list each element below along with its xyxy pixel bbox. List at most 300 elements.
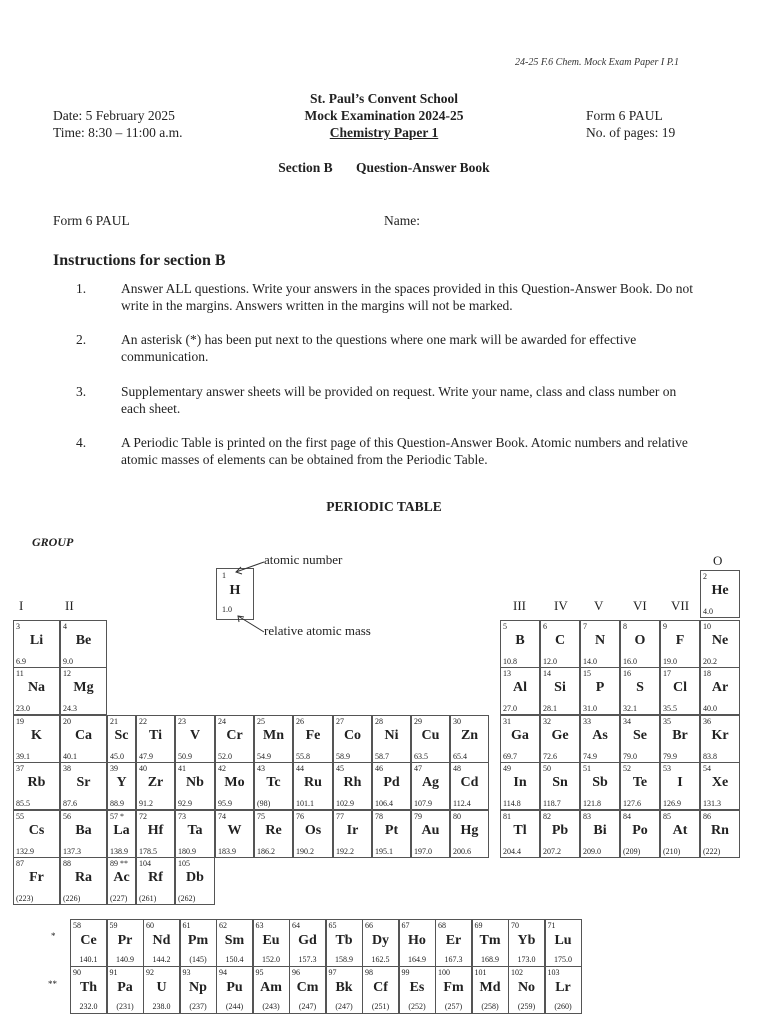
element-symbol: Fr [29,870,44,885]
element-symbol: Ac [113,870,130,885]
relative-atomic-mass: (247) [298,1002,317,1011]
relative-atomic-mass: 101.1 [296,799,314,808]
element-symbol: La [113,823,130,838]
atomic-number: 84 [623,812,631,821]
relative-atomic-mass: 74.9 [583,752,597,761]
atomic-number: 6 [543,622,547,631]
atomic-number: 63 [255,921,264,930]
actinide-cell [253,966,290,1014]
relative-atomic-mass: 6.9 [16,657,26,666]
actinide-cell [362,966,399,1014]
atomic-number: 11 [16,669,24,678]
atomic-number-label: atomic number [264,552,343,567]
element-cell [660,620,700,668]
atomic-number: 3 [16,622,20,631]
relative-atomic-mass: 92.9 [178,799,192,808]
group-numeral-v: V [594,598,604,613]
element-cell [333,810,372,858]
element-cell [60,857,107,905]
lanthanide-cell [326,919,363,967]
relative-atomic-mass: 183.9 [218,847,236,856]
lanthanide-cell [216,919,253,967]
relative-atomic-mass: 27.0 [503,704,517,713]
element-cell [13,762,60,810]
relative-atomic-mass: 168.9 [481,955,499,964]
relative-atomic-mass: 69.7 [503,752,517,761]
element-symbol: Zn [460,728,479,743]
atomic-number: 103 [547,968,560,977]
atomic-number: 97 [328,968,337,977]
atomic-number: 64 [292,921,300,930]
element-symbol: Zr [147,775,164,790]
element-cell [13,715,60,763]
atomic-number: 56 [63,812,71,821]
atomic-number: 14 [543,669,551,678]
element-cell [107,715,136,763]
relative-atomic-mass: 58.9 [336,752,350,761]
relative-atomic-mass: 200.6 [453,847,471,856]
element-cell [500,810,540,858]
atomic-number: 28 [375,717,383,726]
relative-atomic-mass: (258) [481,1002,499,1011]
element-symbol: Na [27,680,46,695]
relative-atomic-mass: 85.5 [16,799,30,808]
element-symbol: Cf [373,980,388,995]
atomic-number: 46 [375,764,383,773]
atomic-number: 43 [257,764,265,773]
relative-atomic-mass: 40.1 [63,752,77,761]
element-symbol: Cl [673,680,687,695]
atomic-number: 44 [296,764,304,773]
element-cell [620,715,660,763]
element-symbol: V [189,728,201,743]
relative-atomic-mass: 167.3 [444,955,463,964]
element-cell [60,667,107,715]
relative-atomic-mass: 144.2 [152,955,171,964]
actinide-cell [545,966,582,1014]
relative-atomic-mass: 39.1 [16,752,30,761]
element-cell [580,762,620,810]
relative-atomic-mass: (223) [16,894,34,903]
form-class: Form 6 PAUL [586,108,663,123]
relative-atomic-mass: 79.0 [623,752,637,761]
element-cell [450,810,489,858]
atomic-number: 79 [414,812,422,821]
paper-title-text: Chemistry Paper 1 [329,125,439,140]
atomic-number: 57 * [110,812,124,821]
lanthanide-cell [180,919,217,967]
element-cell [620,810,660,858]
atomic-number: 88 [63,859,71,868]
element-symbol: Rh [343,775,362,790]
relative-atomic-mass: (259) [517,1002,536,1011]
atomic-number: 104 [139,859,151,868]
element-symbol: Cm [296,980,319,995]
element-symbol: Ar [711,680,729,695]
atomic-number: 42 [218,764,226,773]
element-symbol: Yb [517,933,536,948]
form-class-2: Form 6 PAUL [53,213,130,228]
atomic-number: 26 [296,717,304,726]
relative-atomic-mass: 186.2 [257,847,275,856]
element-cell [60,620,107,668]
atomic-number: 81 [503,812,511,821]
relative-atomic-mass: (262) [178,894,196,903]
element-symbol: N [594,633,606,648]
atomic-number: 51 [583,764,591,773]
relative-atomic-mass: 20.2 [703,657,717,666]
relative-atomic-mass: 88.9 [110,799,124,808]
exam-title: Mock Examination 2024-25 [304,108,464,123]
group-numeral-iii: III [513,598,526,613]
element-symbol: Ti [149,728,162,743]
atomic-number: 20 [63,717,71,726]
relative-atomic-mass: 52.0 [218,752,232,761]
relative-atomic-mass: 87.6 [63,799,77,808]
atomic-number: 102 [511,968,523,977]
instruction-number: 1. [76,281,87,296]
relative-atomic-mass: 12.0 [543,657,557,666]
atomic-number: 100 [438,968,450,977]
element-cell [107,810,136,858]
element-symbol: Tc [266,775,281,790]
atomic-number: 66 [365,921,373,930]
element-symbol: Pu [226,980,243,995]
relative-atomic-mass: 24.3 [63,704,77,713]
relative-atomic-mass: (243) [262,1002,280,1011]
atomic-number: 75 [257,812,265,821]
element-cell [620,620,660,668]
paper-reference: 24-25 F.6 Chem. Mock Exam Paper I P.1 [515,57,680,68]
element-symbol: B [515,633,525,648]
relative-atomic-mass: 207.2 [543,847,561,856]
element-cell [60,762,107,810]
key-relative-mass: 1.0 [222,605,232,614]
element-cell [500,620,540,668]
element-cell [700,810,740,858]
relative-atomic-mass: 132.9 [16,847,34,856]
relative-atomic-mass: 31.0 [583,704,597,713]
element-symbol: Eu [262,933,280,948]
element-symbol: Ga [511,728,529,743]
element-symbol: Ne [711,633,729,648]
relative-atomic-mass: (237) [189,1002,207,1011]
atomic-number: 23 [178,717,186,726]
relative-atomic-mass: 114.8 [503,799,521,808]
instruction-number: 4. [76,435,87,450]
relative-atomic-mass: 158.9 [335,955,353,964]
relative-atomic-mass: 178.5 [139,847,157,856]
lanthanide-cell [107,919,144,967]
instruction-text: Answer ALL questions. Write your answers in the spaces provided in this Question-Answer Book. Do not write in the margins. Answers written in the margins will not be marked. [121,281,693,313]
element-cell [254,810,293,858]
element-symbol: Ge [551,728,569,743]
element-symbol: Mo [224,775,245,790]
element-cell [60,715,107,763]
relative-atomic-mass: 195.1 [375,847,393,856]
atomic-number: 52 [623,764,631,773]
relative-atomic-mass: 58.7 [375,752,389,761]
atomic-number: 4 [63,622,67,631]
relative-atomic-mass: (226) [63,894,81,903]
element-cell [254,715,293,763]
lanthanide-cell [143,919,180,967]
element-symbol: He [711,583,729,598]
element-symbol: Am [260,980,282,995]
element-cell [411,762,450,810]
relative-atomic-mass: 127.6 [623,799,641,808]
group-numeral-i: I [19,598,24,613]
actinide-cell [180,966,217,1014]
atomic-number: 105 [178,859,190,868]
element-cell [411,715,450,763]
element-symbol: Be [75,633,92,648]
atomic-number: 101 [474,968,487,977]
element-symbol: Ho [408,933,426,948]
relative-atomic-mass: (260) [554,1002,572,1011]
relative-atomic-mass: (252) [408,1002,426,1011]
atomic-number: 9 [663,622,667,631]
element-cell [175,715,215,763]
element-symbol: P [595,680,605,695]
element-symbol: W [227,823,242,838]
relative-atomic-mass: 232.0 [79,1002,98,1011]
element-symbol: Re [265,823,282,838]
atomic-number: 35 [663,717,671,726]
element-cell [13,620,60,668]
atomic-number: 77 [336,812,344,821]
atomic-number: 18 [703,669,711,678]
relative-mass-label: relative atomic mass [264,623,371,638]
atomic-number: 19 [16,717,24,726]
element-symbol: Rf [148,870,163,885]
atomic-number: 40 [139,764,147,773]
element-symbol: Li [29,633,44,648]
element-cell [411,810,450,858]
relative-atomic-mass: 152.0 [262,955,280,964]
element-cell [136,715,175,763]
relative-atomic-mass: 72.6 [543,752,557,761]
element-symbol: Ru [304,775,322,790]
lanthanide-cell [362,919,399,967]
relative-atomic-mass: 131.3 [703,799,721,808]
element-symbol: Mg [73,680,94,695]
relative-atomic-mass: 83.8 [703,752,717,761]
atomic-number: 48 [453,764,461,773]
atomic-number: 13 [503,669,511,678]
relative-atomic-mass: 14.0 [583,657,597,666]
element-symbol: Hg [460,823,479,838]
atomic-number: 54 [703,764,711,773]
lanthanide-cell [508,919,545,967]
actinide-marker: ** [48,979,57,989]
element-symbol: I [677,775,683,790]
relative-atomic-mass: (209) [623,847,641,856]
atomic-number: 21 [110,717,118,726]
element-symbol: Bk [335,980,353,995]
relative-atomic-mass: 102.9 [336,799,354,808]
relative-atomic-mass: (257) [444,1002,463,1011]
relative-atomic-mass: 121.8 [583,799,601,808]
atomic-number: 32 [543,717,551,726]
book-label: Question-Answer Book [356,160,490,175]
relative-atomic-mass: (231) [116,1002,134,1011]
atomic-number: 17 [663,669,671,678]
relative-atomic-mass: 47.9 [139,752,153,761]
element-cell [333,762,372,810]
element-symbol: Pd [383,775,400,790]
atomic-number: 94 [219,968,227,977]
atomic-number: 93 [182,968,191,977]
relative-atomic-mass: 23.0 [16,704,30,713]
relative-atomic-mass: 138.9 [110,847,128,856]
atomic-number: 86 [703,812,711,821]
relative-atomic-mass: 162.5 [371,955,390,964]
atomic-number: 31 [503,717,511,726]
lanthanide-cell [472,919,509,967]
relative-atomic-mass: 32.1 [623,704,637,713]
element-symbol: Te [632,775,648,790]
group-numeral-o: O [713,553,723,568]
relative-atomic-mass: (145) [189,955,207,964]
actinide-cell [107,966,144,1014]
relative-atomic-mass: (222) [703,847,721,856]
element-cell [13,667,60,715]
atomic-number: 80 [453,812,461,821]
atomic-number: 24 [218,717,226,726]
element-cell [13,810,60,858]
instruction-text: An asterisk (*) has been put next to the questions where one mark will be awarded for effective communication. [121,332,637,364]
element-cell [660,715,700,763]
element-symbol: Np [189,980,207,995]
element-symbol: Rn [711,823,729,838]
element-symbol: Tb [335,933,353,948]
atomic-number: 15 [583,669,591,678]
element-symbol: F [675,633,685,648]
element-symbol: O [634,633,646,648]
element-symbol: Cu [421,728,440,743]
element-symbol: Sm [224,933,245,948]
relative-atomic-mass: 118.7 [543,799,561,808]
element-symbol: Ce [80,933,97,948]
atomic-number: 36 [703,717,711,726]
atomic-number: 68 [438,921,446,930]
element-cell [500,715,540,763]
relative-atomic-mass: 173.0 [517,955,536,964]
relative-atomic-mass: 55.8 [296,752,310,761]
element-cell [540,810,580,858]
actinide-cell [508,966,545,1014]
element-symbol: No [517,980,536,995]
element-cell [136,762,175,810]
section-label: Section B [278,160,333,175]
atomic-number: 41 [178,764,186,773]
element-cell [215,715,254,763]
relative-atomic-mass: (98) [257,799,271,808]
element-symbol: Ba [75,823,92,838]
atomic-number: 89 ** [110,859,128,868]
relative-atomic-mass: 150.4 [225,955,244,964]
exam-date: Date: 5 February 2025 [53,108,175,123]
relative-atomic-mass: 175.0 [554,955,572,964]
atomic-number: 45 [336,764,344,773]
atomic-number: 16 [623,669,631,678]
relative-atomic-mass: 28.1 [543,704,557,713]
element-symbol: Ta [187,823,203,838]
atomic-number: 33 [583,717,591,726]
school-name: St. Paul’s Convent School [309,91,459,106]
atomic-number: 87 [16,859,24,868]
element-symbol: Rb [27,775,46,790]
element-cell [107,857,136,905]
name-label: Name: [384,213,420,228]
element-cell [175,857,215,905]
atomic-number: 27 [336,717,344,726]
relative-atomic-mass: 197.0 [414,847,432,856]
atomic-number: 91 [109,968,118,977]
element-cell [372,762,411,810]
element-symbol: Th [79,980,98,995]
element-symbol: Db [186,870,204,885]
atomic-number: 70 [511,921,519,930]
relative-atomic-mass: 65.4 [453,752,467,761]
relative-atomic-mass: 209.0 [583,847,601,856]
atomic-number: 7 [583,622,587,631]
element-symbol: Nd [152,933,171,948]
element-cell [293,810,333,858]
atomic-number: 34 [623,717,631,726]
relative-atomic-mass: 16.0 [623,657,637,666]
atomic-number: 8 [623,622,627,631]
element-symbol: Gd [298,933,317,948]
element-symbol: Ir [346,823,359,838]
element-cell [540,715,580,763]
element-symbol: In [513,775,527,790]
instruction-number: 3. [76,384,87,399]
element-cell [175,762,215,810]
element-cell [540,762,580,810]
atomic-number: 76 [296,812,304,821]
element-cell [660,810,700,858]
atomic-number: 38 [63,764,71,773]
element-symbol: Sn [552,775,568,790]
actinide-cell [143,966,180,1014]
atomic-number: 83 [583,812,591,821]
element-symbol: Es [409,980,425,995]
instructions-title: Instructions for section B [53,252,226,269]
lanthanide-cell [545,919,582,967]
atomic-number: 25 [257,717,265,726]
relative-atomic-mass: 4.0 [703,607,713,616]
page-count: No. of pages: 19 [586,125,676,140]
element-symbol: Pt [384,823,399,838]
relative-atomic-mass: (261) [139,894,157,903]
element-symbol: Au [421,823,440,838]
element-symbol: C [554,633,566,648]
relative-atomic-mass: (227) [110,894,128,903]
element-symbol: S [636,680,644,695]
key-atomic-number: 1 [222,571,226,580]
element-symbol: Nb [186,775,204,790]
atomic-number: 69 [474,921,483,930]
relative-atomic-mass: 157.3 [298,955,317,964]
relative-atomic-mass: 180.9 [178,847,196,856]
element-cell [660,762,700,810]
element-symbol: At [672,823,688,838]
group-numeral-iv: IV [554,598,568,613]
element-symbol: Si [554,680,566,695]
periodic-table-title: PERIODIC TABLE [326,499,442,514]
